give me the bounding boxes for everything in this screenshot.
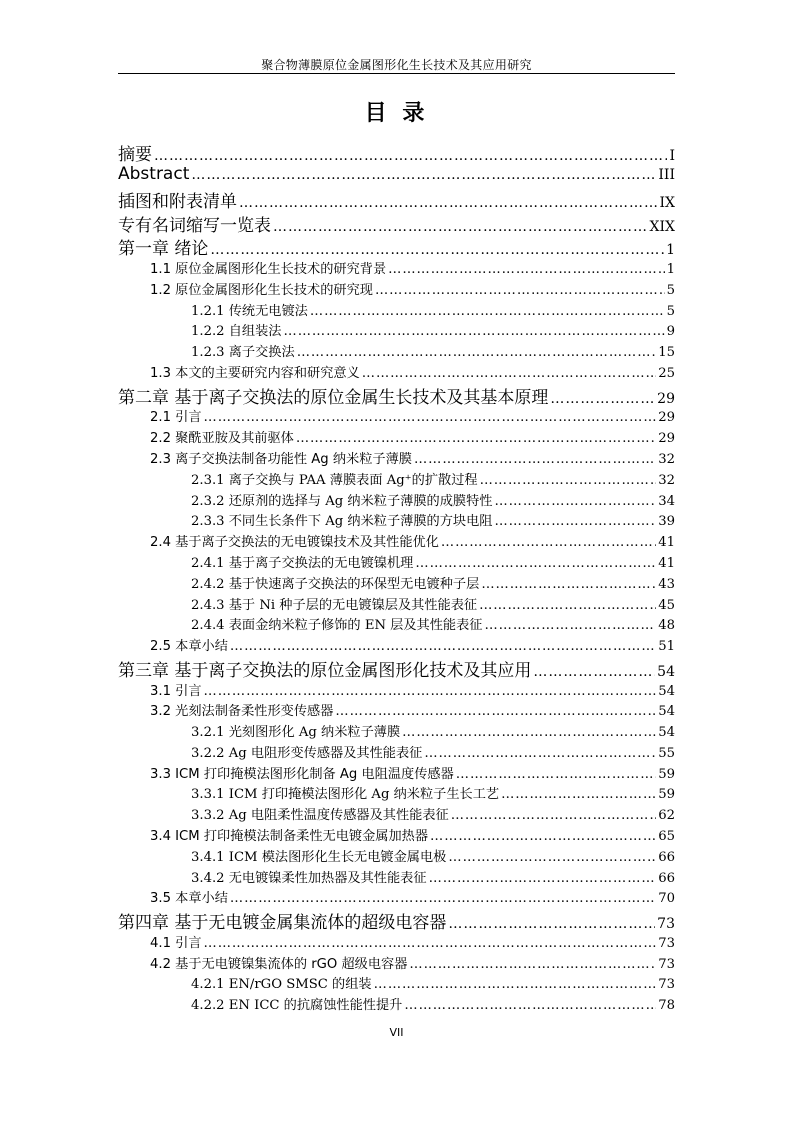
- toc-entry-page-number: 39: [658, 514, 675, 530]
- toc-entry-label: 1.2 原位金属图形化生长技术的研究现: [150, 282, 373, 298]
- toc-entry-page-number: 32: [658, 451, 675, 467]
- toc-title: 目 录: [364, 101, 429, 126]
- toc-dot-leader: [494, 494, 656, 509]
- toc-dot-leader: [375, 283, 665, 298]
- toc-entry-page-number: 70: [658, 891, 675, 907]
- toc-entry-label: Abstract: [118, 163, 190, 184]
- toc-entry-page-number: 54: [658, 683, 675, 699]
- toc-entry-page-number: 59: [658, 766, 675, 782]
- toc-dot-leader: [239, 195, 658, 211]
- toc-entry-label: 3.2.1 光刻图形化 Ag 纳米粒子薄膜: [191, 725, 401, 741]
- toc-entry[interactable]: [118, 680, 675, 701]
- toc-entry-page-number: 32: [658, 472, 675, 488]
- toc-entry-label: 1.3 本文的主要研究内容和研究意义: [150, 365, 360, 381]
- header-divider: [118, 73, 675, 74]
- toc-entry-label: 3.3.1 ICM 打印掩模法图形化 Ag 纳米粒子生长工艺: [191, 787, 500, 803]
- toc-entry-page-number: 78: [658, 998, 675, 1014]
- toc-entry[interactable]: [118, 656, 675, 680]
- toc-entry[interactable]: [118, 320, 675, 341]
- toc-entry-label: 2.3.2 还原剂的选择与 Ag 纳米粒子薄膜的成膜特性: [191, 493, 493, 509]
- toc-dot-leader: [204, 410, 657, 425]
- toc-entry-label: 2.5 本章小结: [150, 639, 228, 655]
- toc-entry-label: 3.3 ICM 打印掩模法图形化制备 Ag 电阻温度传感器: [150, 766, 454, 782]
- toc-entry[interactable]: [118, 994, 675, 1015]
- toc-dot-leader: [210, 242, 664, 258]
- toc-entry-page-number: 55: [658, 745, 675, 761]
- toc-entry[interactable]: [118, 279, 675, 300]
- toc-entry-page-number: 9: [666, 324, 675, 340]
- toc-entry-label: 4.2 基于无电镀镍集流体的 rGO 超级电容器: [150, 956, 408, 972]
- toc-dot-leader: [273, 219, 648, 235]
- toc-entry-page-number: 29: [657, 390, 675, 407]
- toc-entry-label: 插图和附表清单: [118, 192, 237, 211]
- toc-entry-label: 1.2.1 传统无电镀法: [191, 303, 308, 319]
- toc-dot-leader: [409, 957, 656, 972]
- toc-dot-leader: [414, 452, 656, 467]
- toc-entry[interactable]: [118, 635, 675, 656]
- toc-entry-label: 专有名词缩写一览表: [118, 215, 271, 235]
- toc-entry-page-number: 41: [658, 535, 675, 551]
- toc-entry-page-number: IX: [659, 195, 675, 211]
- toc-entry-page-number: 73: [657, 916, 675, 932]
- toc-entry-page-number: 41: [658, 555, 675, 571]
- toc-entry-page-number: 62: [658, 808, 675, 824]
- toc-dot-leader: [479, 598, 656, 613]
- toc-entry[interactable]: [118, 973, 675, 994]
- toc-entry-page-number: 29: [658, 410, 675, 426]
- toc-entry[interactable]: [118, 953, 675, 974]
- toc-entry[interactable]: [118, 614, 675, 635]
- table-of-contents: [118, 140, 675, 1015]
- toc-entry-page-number: 29: [658, 431, 675, 447]
- toc-entry[interactable]: [118, 700, 675, 721]
- toc-entry[interactable]: [118, 448, 675, 469]
- toc-entry-label: 4.1 引言: [150, 935, 202, 951]
- toc-entry[interactable]: [118, 300, 675, 321]
- toc-dot-leader: [374, 977, 657, 992]
- toc-dot-leader: [480, 473, 657, 488]
- toc-entry[interactable]: [118, 783, 675, 804]
- toc-entry-page-number: 15: [658, 345, 675, 361]
- toc-entry[interactable]: [118, 552, 675, 573]
- toc-entry[interactable]: [118, 804, 675, 825]
- page-number: VII: [389, 1026, 404, 1039]
- toc-dot-leader: [448, 916, 655, 932]
- toc-dot-leader: [429, 871, 657, 886]
- toc-entry-page-number: 66: [658, 870, 675, 886]
- toc-entry-page-number: 43: [658, 576, 675, 592]
- toc-entry-label: 1.2.2 自组装法: [191, 324, 282, 340]
- toc-dot-leader: [550, 391, 655, 407]
- toc-dot-leader: [297, 345, 657, 360]
- toc-entry-page-number: 65: [658, 829, 675, 845]
- toc-entry[interactable]: [118, 490, 675, 511]
- toc-entry-label: 3.4.2 无电镀镍柔性加热器及其性能表征: [191, 870, 427, 886]
- toc-entry-label: 2.4.2 基于快速离子交换法的环保型无电镀种子层: [191, 576, 480, 592]
- toc-dot-leader: [481, 577, 656, 592]
- toc-dot-leader: [362, 366, 656, 381]
- toc-entry[interactable]: [118, 531, 675, 552]
- toc-entry-page-number: 34: [658, 493, 675, 509]
- toc-dot-leader: [204, 684, 657, 699]
- toc-entry-page-number: XIX: [649, 218, 675, 235]
- header-title: 聚合物薄膜原位金属图形化生长技术及其应用研究: [261, 58, 532, 72]
- toc-entry[interactable]: [118, 406, 675, 427]
- toc-dot-leader: [494, 514, 656, 529]
- toc-dot-leader: [448, 850, 656, 865]
- toc-entry-page-number: 1: [666, 242, 675, 258]
- toc-entry-label: 2.4 基于离子交换法的无电镀镍技术及其性能优化: [150, 535, 439, 551]
- toc-entry[interactable]: [118, 469, 675, 490]
- toc-dot-leader: [284, 324, 665, 339]
- toc-dot-leader: [402, 725, 656, 740]
- toc-entry-label: 第二章 基于离子交换法的原位金属生长技术及其基本原理: [118, 387, 549, 407]
- toc-entry[interactable]: [118, 341, 675, 362]
- toc-entry[interactable]: [118, 867, 675, 888]
- toc-entry-label: 第一章 绪论: [118, 239, 209, 258]
- toc-dot-leader: [404, 998, 656, 1013]
- toc-entry-page-number: 54: [657, 663, 675, 680]
- toc-entry[interactable]: [118, 510, 675, 531]
- toc-entry[interactable]: [118, 721, 675, 742]
- toc-entry-label: 2.3.1 离子交换与 PAA 薄膜表面 Ag⁺的扩散过程: [191, 472, 478, 488]
- toc-entry-page-number: 54: [658, 704, 675, 720]
- toc-entry-page-number: 73: [658, 956, 675, 972]
- toc-entry-label: 2.3 离子交换法制备功能性 Ag 纳米粒子薄膜: [150, 451, 412, 467]
- toc-entry-label: 1.2.3 离子交换法: [191, 345, 295, 361]
- toc-dot-leader: [456, 767, 656, 782]
- toc-entry-label: 4.2.2 EN ICC 的抗腐蚀性能性提升: [191, 998, 403, 1014]
- toc-entry[interactable]: [118, 258, 675, 279]
- toc-entry[interactable]: [118, 763, 675, 784]
- toc-dot-leader: [204, 936, 657, 951]
- toc-entry[interactable]: [118, 164, 675, 188]
- toc-entry-page-number: I: [669, 148, 675, 164]
- toc-entry-label: 第三章 基于离子交换法的原位金属图形化技术及其应用: [118, 660, 532, 680]
- toc-entry-label: 3.5 本章小结: [150, 891, 228, 907]
- toc-dot-leader: [230, 639, 656, 654]
- toc-entry-label: 3.2.2 Ag 电阻形变传感器及其性能表征: [191, 745, 423, 761]
- toc-entry[interactable]: [118, 825, 675, 846]
- toc-entry-label: 2.4.4 表面金纳米粒子修饰的 EN 层及其性能表征: [191, 618, 483, 634]
- toc-dot-leader: [484, 618, 656, 633]
- toc-entry[interactable]: [118, 383, 675, 407]
- toc-entry-page-number: 48: [658, 618, 675, 634]
- toc-entry[interactable]: [118, 234, 675, 258]
- toc-entry-label: 摘要: [118, 145, 152, 164]
- toc-entry-label: 4.2.1 EN/rGO SMSC 的组装: [191, 977, 372, 993]
- toc-entry[interactable]: [118, 594, 675, 615]
- toc-entry-label: 3.4.1 ICM 模法图形化生长无电镀金属电极: [191, 849, 447, 865]
- toc-entry[interactable]: [118, 742, 675, 763]
- toc-entry[interactable]: [118, 887, 675, 908]
- toc-dot-leader: [533, 664, 655, 680]
- toc-entry-page-number: 1: [666, 261, 675, 277]
- toc-entry-label: 2.2 聚酰亚胺及其前驱体: [150, 431, 294, 447]
- toc-dot-leader: [310, 304, 665, 319]
- toc-dot-leader: [451, 808, 657, 823]
- toc-dot-leader: [230, 891, 656, 906]
- toc-dot-leader: [335, 704, 656, 719]
- toc-entry-page-number: 54: [658, 725, 675, 741]
- toc-entry-label: 3.1 引言: [150, 683, 202, 699]
- toc-entry-page-number: 66: [658, 849, 675, 865]
- toc-entry-label: 2.3.3 不同生长条件下 Ag 纳米粒子薄膜的方块电阻: [191, 514, 493, 530]
- toc-entry-page-number: 59: [658, 787, 675, 803]
- toc-dot-leader: [430, 829, 656, 844]
- toc-entry-label: 2.4.3 基于 Ni 种子层的无电镀镍层及其性能表征: [191, 597, 478, 613]
- toc-dot-leader: [441, 535, 656, 550]
- toc-entry-page-number: III: [658, 166, 675, 183]
- toc-entry-page-number: 5: [666, 303, 675, 319]
- toc-entry[interactable]: [118, 573, 675, 594]
- toc-entry-label: 1.1 原位金属图形化生长技术的研究背景: [150, 261, 387, 277]
- toc-dot-leader: [191, 167, 656, 183]
- toc-entry-page-number: 73: [658, 977, 675, 993]
- toc-dot-leader: [388, 262, 664, 277]
- toc-dot-leader: [501, 787, 656, 802]
- toc-entry-label: 2.1 引言: [150, 410, 202, 426]
- toc-entry[interactable]: [118, 187, 675, 211]
- toc-entry-label: 3.4 ICM 打印掩模法制备柔性无电镀金属加热器: [150, 829, 429, 845]
- toc-entry-page-number: 73: [658, 935, 675, 951]
- toc-entry-page-number: 51: [658, 639, 675, 655]
- toc-entry-page-number: 25: [658, 365, 675, 381]
- toc-entry-label: 3.2 光刻法制备柔性形变传感器: [150, 704, 334, 720]
- toc-dot-leader: [296, 431, 656, 446]
- toc-entry[interactable]: [118, 140, 675, 164]
- toc-entry[interactable]: [118, 932, 675, 953]
- toc-entry[interactable]: [118, 427, 675, 448]
- toc-entry-label: 2.4.1 基于离子交换法的无电镀镍机理: [191, 555, 414, 571]
- toc-entry[interactable]: [118, 846, 675, 867]
- toc-entry-page-number: 5: [666, 282, 675, 298]
- toc-entry[interactable]: [118, 908, 675, 932]
- toc-entry-page-number: 45: [658, 597, 675, 613]
- toc-entry[interactable]: [118, 211, 675, 235]
- toc-dot-leader: [415, 556, 656, 571]
- toc-dot-leader: [424, 746, 656, 761]
- toc-dot-leader: [154, 148, 667, 164]
- toc-entry-label: 第四章 基于无电镀金属集流体的超级电容器: [118, 913, 447, 932]
- toc-entry[interactable]: [118, 362, 675, 383]
- toc-entry-label: 3.3.2 Ag 电阻柔性温度传感器及其性能表征: [191, 808, 449, 824]
